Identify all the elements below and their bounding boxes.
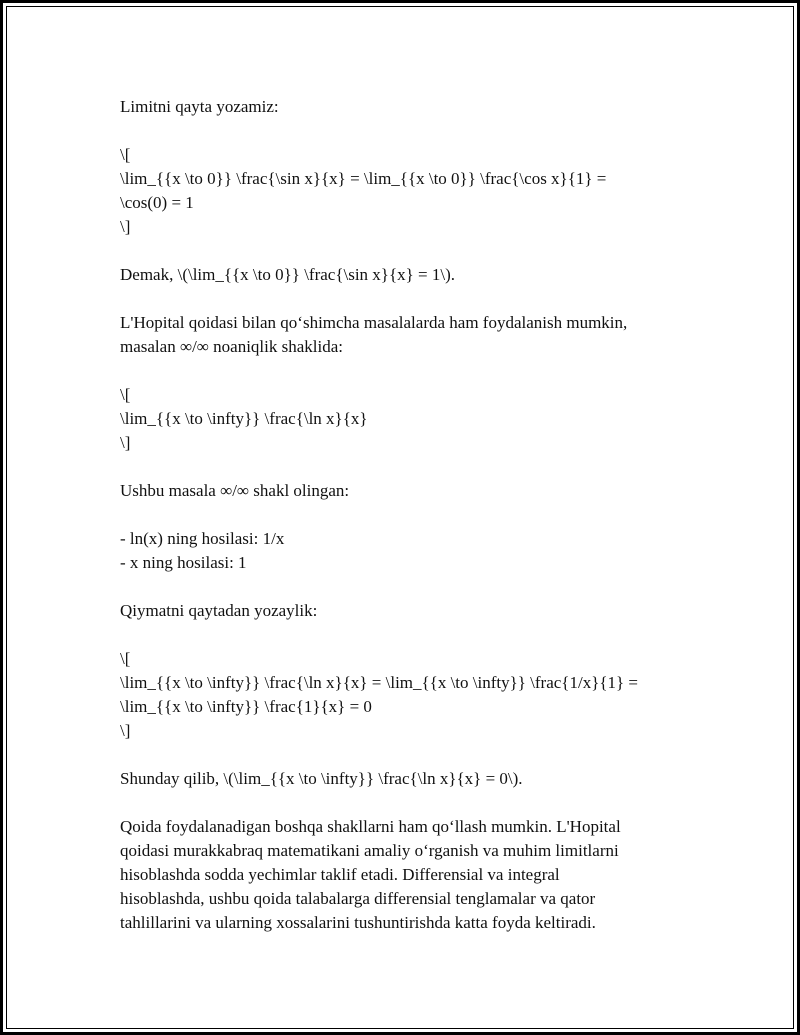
text-line: tahlillarini va ularning xossalarini tushuntirishda katta foyda keltiradi. <box>120 913 596 932</box>
equation-block-ln-limit <box>120 383 720 455</box>
equation-line: \cos(0) = 1 <box>120 193 194 212</box>
paragraph-conclusion-sin <box>120 263 720 287</box>
text-line: Qiymatni qaytadan yozaylik: <box>120 601 318 620</box>
text-line: Demak, \(\lim_{{x \to 0}} \frac{\sin x}{x} = 1\). <box>120 265 456 284</box>
text-line: Ushbu masala ∞/∞ shakl olingan: <box>120 481 350 500</box>
equation-line: \[ <box>120 649 131 668</box>
paragraph-rewrite <box>120 599 720 623</box>
text-line: hisoblashda, ushbu qoida talabalarga differensial tenglamalar va qator <box>120 889 596 908</box>
document-body <box>120 95 720 959</box>
equation-line: \] <box>120 433 131 452</box>
equation-line: \lim_{{x \to 0}} \frac{\sin x}{x} = \lim_{{x \to 0}} \frac{\cos x}{1} = <box>120 169 607 188</box>
text-line: Shunday qilib, \(\lim_{{x \to \infty}} \frac{\ln x}{x} = 0\). <box>120 769 523 788</box>
equation-line: \[ <box>120 145 131 164</box>
text-line: hisoblashda sodda yechimlar taklif etadi. Differensial va integral <box>120 865 560 884</box>
equation-line: \[ <box>120 385 131 404</box>
paragraph-lhopital-usage <box>120 311 720 359</box>
list-item: - ln(x) ning hosilasi: 1/x <box>120 529 285 548</box>
paragraph-summary <box>120 815 720 935</box>
paragraph-form-note <box>120 479 720 503</box>
list-item: - x ning hosilasi: 1 <box>120 553 247 572</box>
equation-line: \] <box>120 721 131 740</box>
equation-line: \lim_{{x \to \infty}} \frac{1}{x} = 0 <box>120 697 372 716</box>
equation-block-ln-evaluation <box>120 647 720 743</box>
paragraph-intro <box>120 95 720 119</box>
text-line: qoidasi murakkabraq matematikani amaliy o‘rganish va muhim limitlarni <box>120 841 619 860</box>
text-line: L'Hopital qoidasi bilan qo‘shimcha masalalarda ham foydalanish mumkin, <box>120 313 628 332</box>
equation-block-sin-limit <box>120 143 720 239</box>
equation-line: \lim_{{x \to \infty}} \frac{\ln x}{x} <box>120 409 368 428</box>
derivative-list <box>120 527 720 575</box>
equation-line: \] <box>120 217 131 236</box>
equation-line: \lim_{{x \to \infty}} \frac{\ln x}{x} = \lim_{{x \to \infty}} \frac{1/x}{1} = <box>120 673 639 692</box>
text-line: Qoida foydalanadigan boshqa shakllarni ham qo‘llash mumkin. L'Hopital <box>120 817 621 836</box>
paragraph-conclusion-ln <box>120 767 720 791</box>
text-line: masalan ∞/∞ noaniqlik shaklida: <box>120 337 344 356</box>
text-line: Limitni qayta yozamiz: <box>120 97 279 116</box>
